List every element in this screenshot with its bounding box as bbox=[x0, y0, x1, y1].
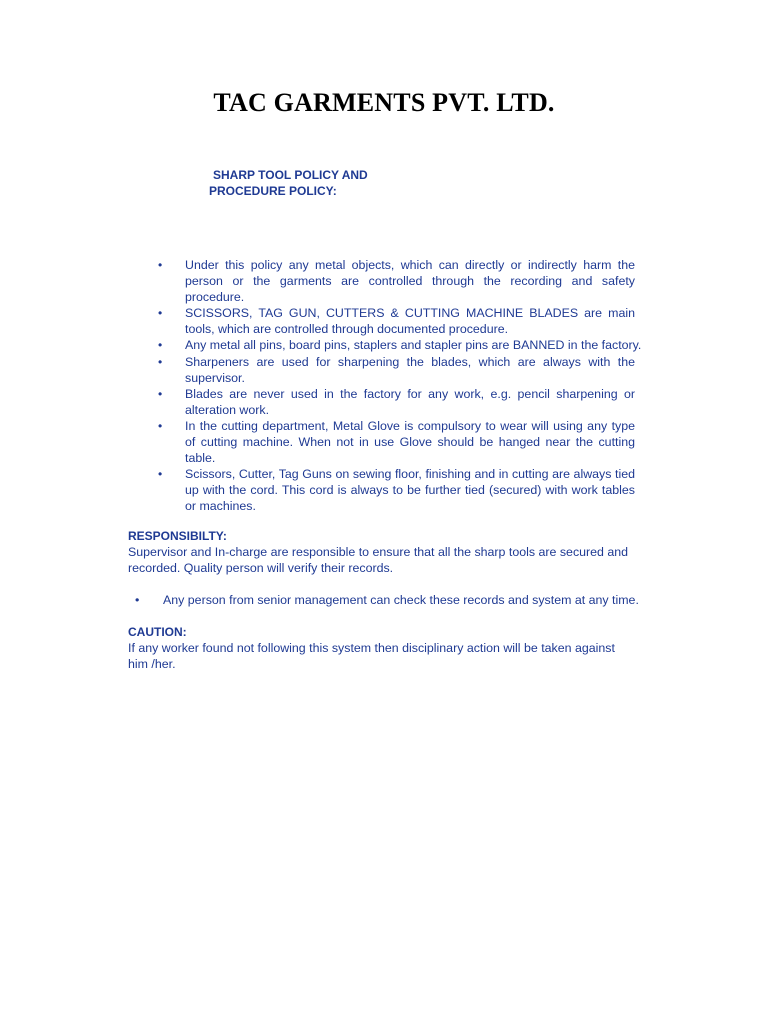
bullet-icon: • bbox=[158, 467, 163, 482]
bullet-icon: • bbox=[158, 258, 163, 272]
policy-heading-line2: PROCEDURE POLICY: bbox=[209, 184, 337, 198]
policy-item-text: Scissors, Cutter, Tag Guns on sewing floor, finishing and in cutting are always tied up with the cord. This cord is always to be further tied (secured) with work tables or machines. bbox=[185, 467, 635, 514]
management-item-text: Any person from senior management can check these records and system at any time. bbox=[163, 593, 639, 607]
company-title: TAC GARMENTS PVT. LTD. bbox=[213, 88, 555, 117]
policy-item bbox=[155, 386, 635, 418]
policy-item-text: In the cutting department, Metal Glove is compulsory to wear will using any type of cutting machine. When not in use Glove should be hanged near the cutting table. bbox=[185, 418, 635, 466]
policy-item-text: Blades are never used in the factory for any work, e.g. pencil sharpening or alteration work. bbox=[185, 386, 635, 417]
management-item bbox=[128, 592, 688, 608]
policy-item bbox=[155, 305, 635, 337]
caution-text: If any worker found not following this system then disciplinary action will be taken against him /her. bbox=[128, 641, 615, 671]
bullet-icon: • bbox=[158, 338, 163, 353]
bullet-icon: • bbox=[158, 386, 163, 401]
bullet-icon: • bbox=[158, 418, 163, 433]
responsibility-heading: RESPONSIBILTY: bbox=[128, 529, 227, 543]
policy-item bbox=[155, 354, 635, 386]
policy-heading-line1: SHARP TOOL POLICY AND bbox=[213, 168, 368, 182]
policy-item bbox=[155, 257, 635, 305]
policy-item-text: Under this policy any metal objects, which can directly or indirectly harm the person or the garments are controlled through the recording and safety procedure. bbox=[185, 258, 635, 305]
bullet-icon: • bbox=[135, 593, 140, 607]
policy-list bbox=[155, 257, 660, 515]
caution-heading: CAUTION: bbox=[128, 625, 187, 639]
policy-item-text: Any metal all pins, board pins, staplers and stapler pins are BANNED in the factory. bbox=[185, 338, 642, 353]
policy-heading bbox=[209, 167, 409, 199]
bullet-icon: • bbox=[158, 354, 163, 369]
responsibility-text: Supervisor and In-charge are responsible to ensure that all the sharp tools are secured and recorded. Quality person will verify their records. bbox=[128, 545, 629, 576]
bullet-icon: • bbox=[158, 306, 163, 321]
policy-item-text: SCISSORS, TAG GUN, CUTTERS & CUTTING MACHINE BLADES are main tools, which are controlled through documented procedure. bbox=[185, 306, 635, 337]
policy-item bbox=[155, 466, 635, 514]
policy-item-text: Sharpeners are used for sharpening the blades, which are always with the supervisor. bbox=[185, 354, 635, 385]
policy-item bbox=[155, 418, 635, 466]
policy-item bbox=[155, 337, 665, 353]
